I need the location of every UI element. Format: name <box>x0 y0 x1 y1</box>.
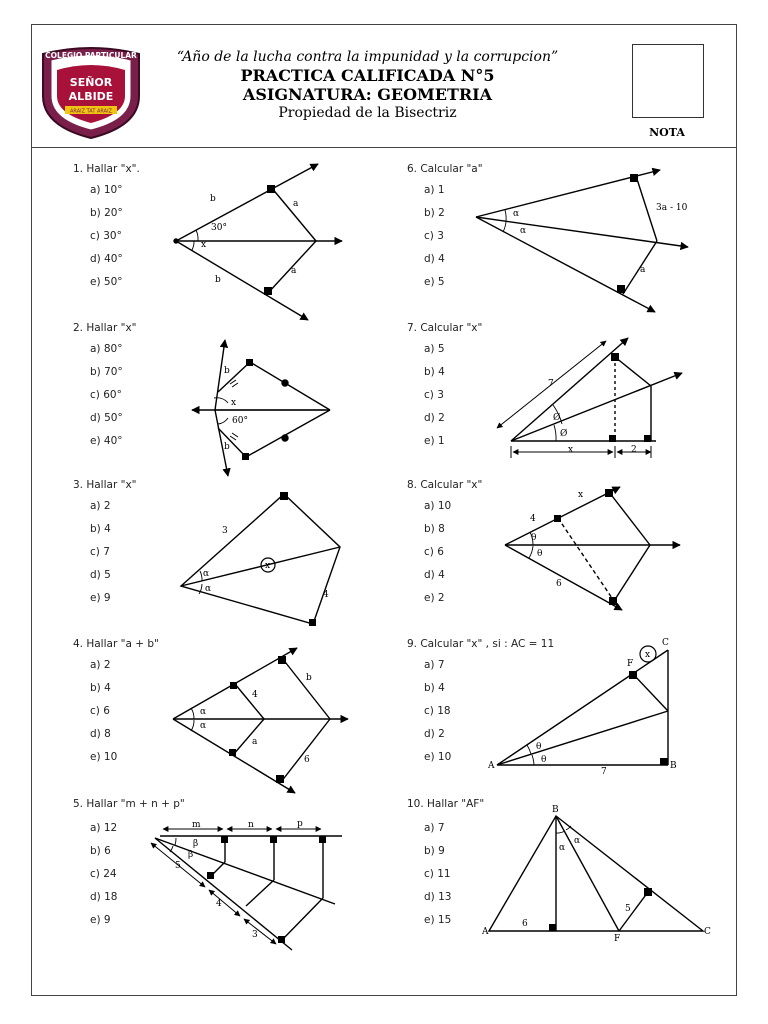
option-b[interactable]: b) 4 <box>424 682 445 694</box>
label: C <box>662 638 669 648</box>
question-stem: 8. Calcular "x" <box>407 479 483 491</box>
question-stem: 5. Hallar "m + n + p" <box>73 798 185 810</box>
question-stem: 9. Calcular "x" , si : AC = 11 <box>407 638 555 650</box>
figure-2 <box>192 340 330 476</box>
question-stem: 4. Hallar "a + b" <box>73 638 159 650</box>
option-d[interactable]: d) 2 <box>424 728 445 740</box>
option-b[interactable]: b) 4 <box>424 366 445 378</box>
option-a[interactable]: a) 7 <box>424 659 445 671</box>
label: α <box>513 209 520 219</box>
label: 7 <box>548 379 554 389</box>
label: m <box>192 820 201 830</box>
figure-10 <box>489 816 703 931</box>
option-e[interactable]: e) 50° <box>90 276 123 288</box>
question-stem: 6. Calcular "a" <box>407 163 483 175</box>
option-e[interactable]: e) 1 <box>424 435 445 447</box>
label: B <box>670 761 677 771</box>
label: b <box>224 442 230 452</box>
option-b[interactable]: b) 4 <box>90 682 111 694</box>
logo-text-top: COLEGIO PARTICULAR <box>45 51 137 60</box>
option-e[interactable]: e) 10 <box>424 751 452 763</box>
page-title: PRACTICA CALIFICADA N°5 <box>240 66 495 85</box>
logo-text-mid2: ALBIDE <box>68 90 114 103</box>
label: x <box>201 240 207 250</box>
label: 6 <box>522 919 528 929</box>
label: Ø <box>553 413 561 423</box>
option-a[interactable]: a) 10 <box>424 500 452 512</box>
label: 60° <box>232 416 248 426</box>
label: x <box>568 445 574 455</box>
option-b[interactable]: b) 2 <box>424 207 445 219</box>
label: a <box>252 737 258 747</box>
option-e[interactable]: e) 9 <box>90 914 111 926</box>
option-c[interactable]: c) 3 <box>424 230 444 242</box>
option-c[interactable]: c) 6 <box>90 705 110 717</box>
option-d[interactable]: d) 40° <box>90 253 123 265</box>
motto: “Año de la lucha contra la impunidad y la corrupcion” <box>176 49 559 65</box>
option-d[interactable]: d) 50° <box>90 412 123 424</box>
option-a[interactable]: a) 10° <box>90 184 123 196</box>
label: α <box>520 226 527 236</box>
label: θ <box>531 533 537 543</box>
label: θ <box>541 755 547 765</box>
label: B <box>552 805 559 815</box>
label: 6 <box>304 755 310 765</box>
figure-7 <box>497 338 682 458</box>
label: p <box>297 819 303 829</box>
label: β <box>188 850 194 860</box>
label: α <box>205 584 212 594</box>
option-d[interactable]: d) 8 <box>90 728 111 740</box>
label: a <box>640 265 646 275</box>
label: α <box>559 843 566 853</box>
label: 4 <box>216 899 222 909</box>
label: 4 <box>530 514 536 524</box>
option-a[interactable]: a) 2 <box>90 500 111 512</box>
label: α <box>574 836 581 846</box>
option-b[interactable]: b) 9 <box>424 845 445 857</box>
option-b[interactable]: b) 20° <box>90 207 123 219</box>
option-a[interactable]: a) 7 <box>424 822 445 834</box>
option-c[interactable]: c) 18 <box>424 705 451 717</box>
label: θ <box>536 742 542 752</box>
label: A <box>488 761 495 771</box>
option-e[interactable]: e) 10 <box>90 751 118 763</box>
label: A <box>482 927 489 937</box>
label: b <box>306 673 312 683</box>
label: 3a - 10 <box>656 203 688 213</box>
label: C <box>704 927 711 937</box>
subject-title: ASIGNATURA: GEOMETRIA <box>242 85 493 104</box>
question-stem: 1. Hallar "x". <box>73 163 140 175</box>
option-e[interactable]: e) 40° <box>90 435 123 447</box>
option-c[interactable]: c) 24 <box>90 868 117 880</box>
grade-label: NOTA <box>649 126 685 139</box>
figure-6 <box>476 170 688 312</box>
option-a[interactable]: a) 2 <box>90 659 111 671</box>
option-d[interactable]: d) 4 <box>424 253 445 265</box>
label: b <box>210 194 216 204</box>
option-c[interactable]: c) 30° <box>90 230 122 242</box>
option-e[interactable]: e) 2 <box>424 592 445 604</box>
logo-text-bottom: ARAIZ TAT ARAIZ <box>70 108 112 115</box>
option-c[interactable]: c) 11 <box>424 868 451 880</box>
option-e[interactable]: e) 9 <box>90 592 111 604</box>
question-stem: 3. Hallar "x" <box>73 479 137 491</box>
label: 4 <box>252 690 258 700</box>
label: 3 <box>252 930 258 940</box>
option-e[interactable]: e) 15 <box>424 914 452 926</box>
label: 5 <box>625 904 631 914</box>
figure-9 <box>497 646 668 765</box>
label: 6 <box>556 579 562 589</box>
label: β <box>193 839 199 849</box>
label: 2 <box>631 445 637 455</box>
label: a <box>293 199 299 209</box>
label: b <box>224 366 230 376</box>
label: 7 <box>601 767 607 777</box>
label: Ø <box>560 429 568 439</box>
label: α <box>200 721 207 731</box>
option-c[interactable]: c) 7 <box>90 546 110 558</box>
option-e[interactable]: e) 5 <box>424 276 445 288</box>
label: x <box>265 561 271 571</box>
option-d[interactable]: d) 4 <box>424 569 445 581</box>
label: a <box>291 266 297 276</box>
figure-8 <box>505 487 680 610</box>
label: x <box>578 490 584 500</box>
label: F <box>614 934 621 944</box>
question-stem: 7. Calcular "x" <box>407 322 483 334</box>
option-b[interactable]: b) 8 <box>424 523 445 535</box>
option-a[interactable]: a) 1 <box>424 184 445 196</box>
option-d[interactable]: d) 2 <box>424 412 445 424</box>
option-b[interactable]: b) 4 <box>90 523 111 535</box>
label: α <box>200 707 207 717</box>
question-stem: 10. Hallar "AF" <box>407 798 485 810</box>
topic-subtitle: Propiedad de la Bisectriz <box>278 105 457 121</box>
option-a[interactable]: a) 5 <box>424 343 445 355</box>
option-d[interactable]: d) 18 <box>90 891 118 903</box>
label: 5 <box>175 861 181 871</box>
label: n <box>248 820 254 830</box>
option-a[interactable]: a) 80° <box>90 343 123 355</box>
label: b <box>215 275 221 285</box>
figure-5 <box>151 829 342 950</box>
option-c[interactable]: c) 3 <box>424 389 444 401</box>
label: α <box>203 569 210 579</box>
logo-text-mid1: SEÑOR <box>69 76 113 89</box>
figure-3 <box>181 492 340 626</box>
option-b[interactable]: b) 70° <box>90 366 123 378</box>
option-c[interactable]: c) 60° <box>90 389 122 401</box>
label: 4 <box>323 590 329 600</box>
label: x <box>645 650 651 660</box>
label: 30° <box>211 223 227 233</box>
option-d[interactable]: d) 13 <box>424 891 452 903</box>
label: F <box>627 659 634 669</box>
question-stem: 2. Hallar "x" <box>73 322 137 334</box>
option-d[interactable]: d) 5 <box>90 569 111 581</box>
option-c[interactable]: c) 6 <box>424 546 444 558</box>
label: x <box>231 398 237 408</box>
option-b[interactable]: b) 6 <box>90 845 111 857</box>
option-a[interactable]: a) 12 <box>90 822 118 834</box>
label: θ <box>537 549 543 559</box>
label: 3 <box>222 526 228 536</box>
figure-1 <box>174 164 342 320</box>
